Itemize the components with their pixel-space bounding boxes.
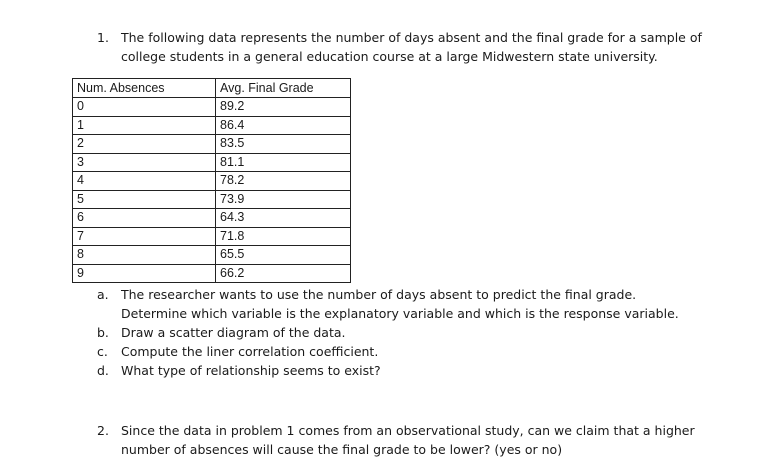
- subquestion-c-text: Compute the liner correlation coefficient.: [121, 344, 379, 359]
- absences-cell: 0: [73, 98, 216, 117]
- question-2-number: 2.: [97, 423, 109, 438]
- table-row: [73, 246, 351, 265]
- absences-cell: 9: [73, 264, 216, 283]
- column-header-final-grade: Avg. Final Grade: [216, 79, 351, 98]
- table-row: [73, 135, 351, 154]
- grade-cell: 89.2: [216, 98, 351, 117]
- grade-cell: 83.5: [216, 135, 351, 154]
- absences-cell: 5: [73, 190, 216, 209]
- absences-cell: 2: [73, 135, 216, 154]
- table-row: [73, 153, 351, 172]
- absences-cell: 4: [73, 172, 216, 191]
- table-row: [73, 172, 351, 191]
- table-row: [73, 209, 351, 228]
- subquestion-a-text-line-2: Determine which variable is the explanatory variable and which is the response variable.: [121, 306, 679, 321]
- grade-cell: 81.1: [216, 153, 351, 172]
- grade-cell: 78.2: [216, 172, 351, 191]
- question-1: [97, 28, 737, 68]
- grade-cell: 86.4: [216, 116, 351, 135]
- subquestion-d: [97, 361, 737, 380]
- subquestion-d-text: What type of relationship seems to exist?: [121, 363, 381, 378]
- subquestion-b-text: Draw a scatter diagram of the data.: [121, 325, 346, 340]
- table-row: [73, 227, 351, 246]
- grade-cell: 71.8: [216, 227, 351, 246]
- absences-grades-table: [72, 78, 351, 283]
- question-1-text-line-1: The following data represents the number of days absent and the final grade for a sample of: [121, 30, 702, 45]
- absences-cell: 6: [73, 209, 216, 228]
- subquestion-b-letter: b.: [97, 325, 109, 340]
- table-row: [73, 98, 351, 117]
- subquestion-c-letter: c.: [97, 344, 108, 359]
- absences-cell: 1: [73, 116, 216, 135]
- question-2-text-line-2: number of absences will cause the final grade to be lower? (yes or no): [121, 442, 563, 457]
- grade-cell: 65.5: [216, 246, 351, 265]
- table-row: [73, 264, 351, 283]
- subquestion-c: [97, 342, 737, 361]
- grade-cell: 73.9: [216, 190, 351, 209]
- grade-cell: 66.2: [216, 264, 351, 283]
- question-2: [97, 421, 737, 461]
- question-1-number: 1.: [97, 30, 109, 45]
- subquestion-a-letter: a.: [97, 287, 109, 302]
- table-header-row: [73, 79, 351, 98]
- subquestion-a: [97, 285, 737, 323]
- subquestion-a-text-line-1: The researcher wants to use the number of days absent to predict the final grade.: [121, 287, 637, 302]
- subquestion-b: [97, 323, 737, 342]
- table-row: [73, 116, 351, 135]
- grade-cell: 64.3: [216, 209, 351, 228]
- table-row: [73, 190, 351, 209]
- absences-cell: 7: [73, 227, 216, 246]
- column-header-absences: Num. Absences: [73, 79, 216, 98]
- absences-cell: 8: [73, 246, 216, 265]
- absences-cell: 3: [73, 153, 216, 172]
- question-2-text-line-1: Since the data in problem 1 comes from an observational study, can we claim that a higher: [121, 423, 695, 438]
- subquestion-d-letter: d.: [97, 363, 109, 378]
- question-1-text-line-2: college students in a general education course at a large Midwestern state university.: [121, 49, 658, 64]
